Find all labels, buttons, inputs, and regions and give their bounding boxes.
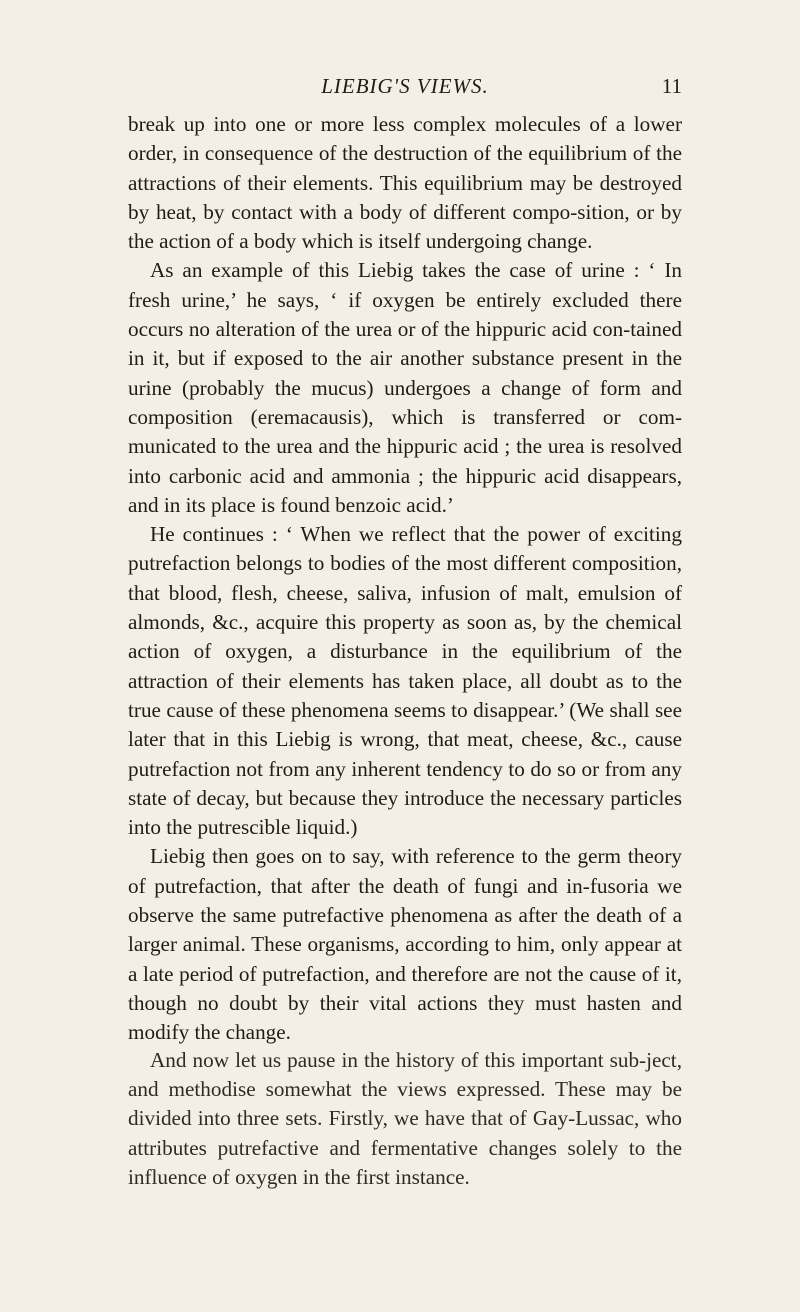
paragraph-1: break up into one or more less complex molecules of a lower order, in consequence of the destruction of the equilibrium of the attractions of their elements. This equilibrium may be destroyed by heat, by contact with a body of different compo-sition, or by the action of a body which is itself undergoing change.	[128, 112, 682, 254]
paragraph-2: As an example of this Liebig takes the case of urine : ‘ In fresh urine,’ he says, ‘ if oxygen be entirely excluded there occurs no alteration of the urea or of the hippuric acid con-tained in it, but if exposed to the air another substance present in the urine (probably the mucus) undergoes a change of form and composition (eremacausis), which is transferred or com-municated to the urea and the hippuric acid ; the urea is resolved into carbonic acid and ammonia ; the hippuric acid disappears, and in its place is found benzoic acid.’	[128, 258, 682, 517]
paragraph-4: Liebig then goes on to say, with reference to the germ theory of putrefaction, that after the death of fungi and in-fusoria we observe the same putrefactive phenomena as after the death of a larger animal. These organisms, according to him, only appear at a late period of putrefaction, and therefore are not the cause of it, though no doubt by their vital actions they must hasten and modify the change.	[128, 844, 682, 1045]
running-title: LIEBIG'S VIEWS.	[321, 74, 489, 98]
page-number: 11	[661, 74, 682, 98]
paragraph-3: He continues : ‘ When we reflect that the power of exciting putrefaction belongs to bodies of the most different composition, that blood, flesh, cheese, saliva, infusion of malt, emulsion of almonds, &c., acquire this property as soon as, by the chemical action of oxygen, a disturbance in the equilibrium of the attraction of their elements has taken place, all doubt as to the true cause of these phenomena seems to disappear.’ (We shall see later that in this Liebig is wrong, that meat, cheese, &c., cause putrefaction not from any inherent tendency to do so or from any state of decay, but because they introduce the necessary particles into the putrescible liquid.)	[128, 522, 682, 840]
body-text	[128, 110, 682, 1048]
paragraph-5: And now let us pause in the history of this important sub-ject, and methodise somewhat the views expressed. These may be divided into three sets. Firstly, we have that of Gay-Lussac, who attributes putrefactive and fermentative changes solely to the influence of oxygen in the first instance.	[128, 1048, 682, 1189]
running-head	[128, 74, 682, 104]
